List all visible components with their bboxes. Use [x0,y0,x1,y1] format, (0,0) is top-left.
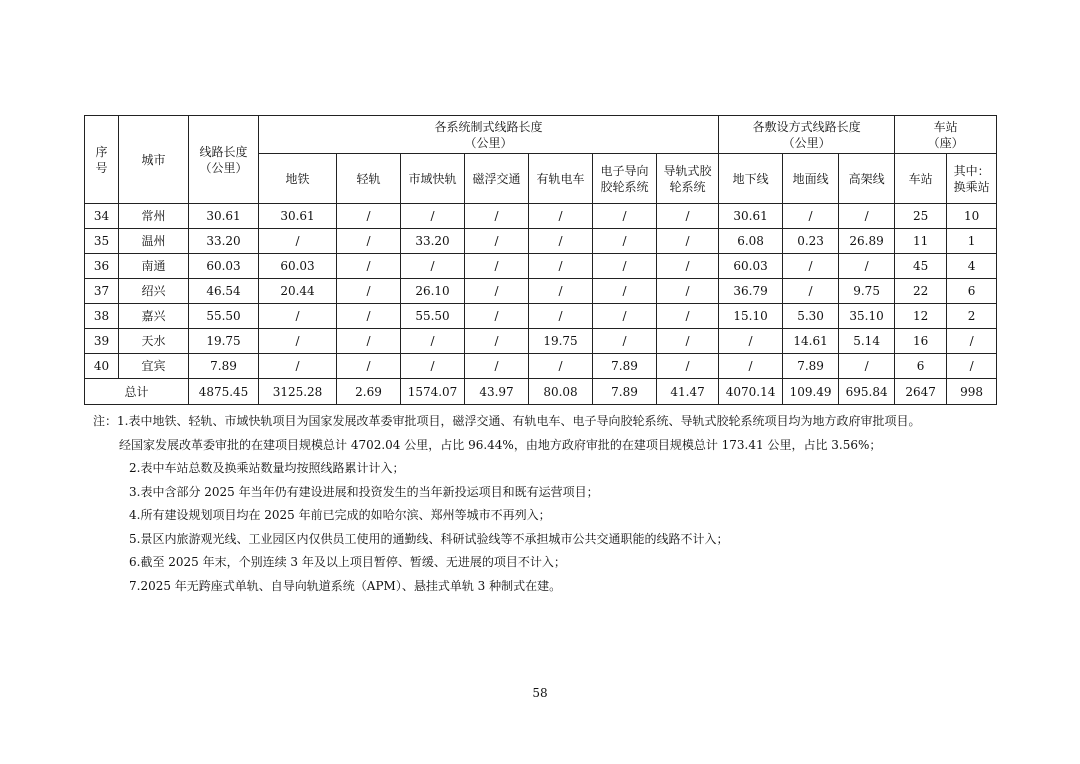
header-length: 线路长度 （公里） [189,116,259,204]
total-cell: 80.08 [529,379,593,405]
table-cell: 4 [947,254,997,279]
table-cell: / [593,304,657,329]
table-cell: / [783,279,839,304]
table-cell: 0.23 [783,229,839,254]
table-row [85,354,997,379]
table-cell: / [337,354,401,379]
table-cell: / [465,254,529,279]
table-cell: / [657,254,719,279]
table-cell: / [529,229,593,254]
header-transfer: 其中： 换乘站 [947,154,997,204]
header-metro: 地铁 [259,154,337,204]
table-cell: / [529,254,593,279]
table-cell: 1 [947,229,997,254]
table-row [85,204,997,229]
table-cell: / [337,279,401,304]
table-cell: 7.89 [593,354,657,379]
table-cell: / [259,329,337,354]
row-seq-cell: 36 [85,254,119,279]
table-cell: 25 [895,204,947,229]
table-cell: 26.89 [839,229,895,254]
note-line: 2.表中车站总数及换乘站数量均按照线路累计计入； [129,461,405,475]
header-system-group: 各系统制式线路长度 （公里） [259,116,719,154]
table-cell: 20.44 [259,279,337,304]
table-cell: / [401,329,465,354]
header-stations: 车站 [895,154,947,204]
table-cell: / [783,254,839,279]
table-cell: / [657,354,719,379]
header-laying-group: 各敷设方式线路长度 （公里） [719,116,895,154]
table-cell: / [465,304,529,329]
header-guided-rubber: 电子导向 胶轮系统 [593,154,657,204]
table-cell: / [337,254,401,279]
table-cell: / [839,254,895,279]
table-cell: 55.50 [401,304,465,329]
table-cell: / [593,229,657,254]
table-cell: 36.79 [719,279,783,304]
total-cell: 998 [947,379,997,405]
row-city-cell: 南通 [119,254,189,279]
total-label: 总计 [85,379,189,405]
total-cell: 43.97 [465,379,529,405]
table-cell: 60.03 [259,254,337,279]
table-cell: / [259,304,337,329]
note-line: 4.所有建设规划项目均在 2025 年前已完成的如哈尔滨、郑州等城市不再列入； [129,508,551,522]
table-cell: / [719,329,783,354]
header-elevated: 高架线 [839,154,895,204]
table-cell: 30.61 [719,204,783,229]
table-cell: / [259,354,337,379]
row-seq-cell: 35 [85,229,119,254]
table-notes [93,410,1013,598]
table-cell: / [401,204,465,229]
table-cell: / [657,329,719,354]
table-cell: 2 [947,304,997,329]
page-number: 58 [532,686,548,700]
note-line: 3.表中含部分 2025 年当年仍有建设进展和投资发生的当年新投运项目和既有运营项目； [129,484,599,499]
row-city-cell: 温州 [119,229,189,254]
header-underground: 地下线 [719,154,783,204]
header-tram: 有轨电车 [529,154,593,204]
table-cell: / [465,229,529,254]
table-cell: 15.10 [719,304,783,329]
table-cell: / [593,329,657,354]
total-cell: 4875.45 [189,379,259,405]
table-cell: / [465,329,529,354]
table-cell: / [337,204,401,229]
table-cell: / [657,279,719,304]
table-cell: 30.61 [259,204,337,229]
total-cell: 695.84 [839,379,895,405]
total-cell: 109.49 [783,379,839,405]
table-cell: / [657,204,719,229]
table-cell: 60.03 [719,254,783,279]
table-row [85,304,997,329]
header-rail-rubber: 导轨式胶 轮系统 [657,154,719,204]
table-cell: 14.61 [783,329,839,354]
table-cell: 22 [895,279,947,304]
total-cell: 2647 [895,379,947,405]
row-city-cell: 宜宾 [119,354,189,379]
total-cell: 1574.07 [401,379,465,405]
table-cell: 6 [947,279,997,304]
table-cell: / [337,229,401,254]
table-cell: 16 [895,329,947,354]
construction-stats-table [84,115,997,405]
table-cell: / [465,204,529,229]
table-cell: 11 [895,229,947,254]
table-cell: 46.54 [189,279,259,304]
table-cell: 5.14 [839,329,895,354]
table-cell: 6.08 [719,229,783,254]
note-line: 7.2025 年无跨座式单轨、自导向轨道系统（APM）、悬挂式单轨 3 种制式在建。 [129,578,562,593]
header-station-group: 车站 （座） [895,116,997,154]
table-cell: 26.10 [401,279,465,304]
row-seq-cell: 40 [85,354,119,379]
row-city-cell: 绍兴 [119,279,189,304]
table-cell: / [783,204,839,229]
table-body [85,204,997,405]
total-cell: 4070.14 [719,379,783,405]
table-cell: / [337,329,401,354]
total-cell: 2.69 [337,379,401,405]
header-seq: 序 号 [85,116,119,204]
table-cell: / [401,354,465,379]
table-cell: 55.50 [189,304,259,329]
table-cell: 9.75 [839,279,895,304]
table-row [85,279,997,304]
table-cell: / [337,304,401,329]
table-cell: / [593,254,657,279]
table-cell: 45 [895,254,947,279]
table-row [85,229,997,254]
total-row [85,379,997,405]
row-seq-cell: 38 [85,304,119,329]
total-cell: 3125.28 [259,379,337,405]
table-cell: 35.10 [839,304,895,329]
table-cell: 6 [895,354,947,379]
table-cell: 33.20 [189,229,259,254]
table-row [85,254,997,279]
header-maglev: 磁浮交通 [465,154,529,204]
row-seq-cell: 37 [85,279,119,304]
table-cell: / [465,354,529,379]
table-cell: / [593,279,657,304]
table-header [85,116,997,204]
note-line: 经国家发展改革委审批的在建项目规模总计 4702.04 公里，占比 96.44%，由地方政府审批的在建项目规模总计 173.41 公里，占比 3.56%； [119,437,882,452]
table-cell: / [529,279,593,304]
table-cell: / [529,204,593,229]
total-cell: 41.47 [657,379,719,405]
table-cell: 7.89 [189,354,259,379]
row-city-cell: 嘉兴 [119,304,189,329]
note-line: 5.景区内旅游观光线、工业园区内仅供员工使用的通勤线、科研试验线等不承担城市公共交通职能的线路不计入； [129,531,729,546]
table-cell: / [529,304,593,329]
table-cell: / [947,354,997,379]
table-row [85,329,997,354]
note-line: 6.截至 2025 年末，个别连续 3 年及以上项目暂停、暂缓、无进展的项目不计入； [129,555,566,569]
row-seq-cell: 39 [85,329,119,354]
table-cell: / [529,354,593,379]
header-light-rail: 轻轨 [337,154,401,204]
header-suburban: 市域快轨 [401,154,465,204]
note-line: 注：1.表中地铁、轻轨、市域快轨项目为国家发展改革委审批项目，磁浮交通、有轨电车、电子导向胶轮系统、导轨式胶轮系统项目均为地方政府审批项目。 [93,414,921,428]
table-cell: 5.30 [783,304,839,329]
table-cell: / [401,254,465,279]
table-cell: 7.89 [783,354,839,379]
row-city-cell: 常州 [119,204,189,229]
table-cell: 19.75 [529,329,593,354]
table-cell: / [657,304,719,329]
table-cell: 12 [895,304,947,329]
table-cell: 10 [947,204,997,229]
table-cell: / [657,229,719,254]
table-cell: / [259,229,337,254]
row-seq-cell: 34 [85,204,119,229]
header-ground: 地面线 [783,154,839,204]
row-city-cell: 天水 [119,329,189,354]
table-cell: 30.61 [189,204,259,229]
table-cell: / [465,279,529,304]
table-cell: 19.75 [189,329,259,354]
table-cell: / [593,204,657,229]
table-cell: / [839,204,895,229]
total-cell: 7.89 [593,379,657,405]
table-cell: 60.03 [189,254,259,279]
table-cell: / [947,329,997,354]
table-cell: / [839,354,895,379]
table-cell: / [719,354,783,379]
table-cell: 33.20 [401,229,465,254]
header-city: 城市 [119,116,189,204]
